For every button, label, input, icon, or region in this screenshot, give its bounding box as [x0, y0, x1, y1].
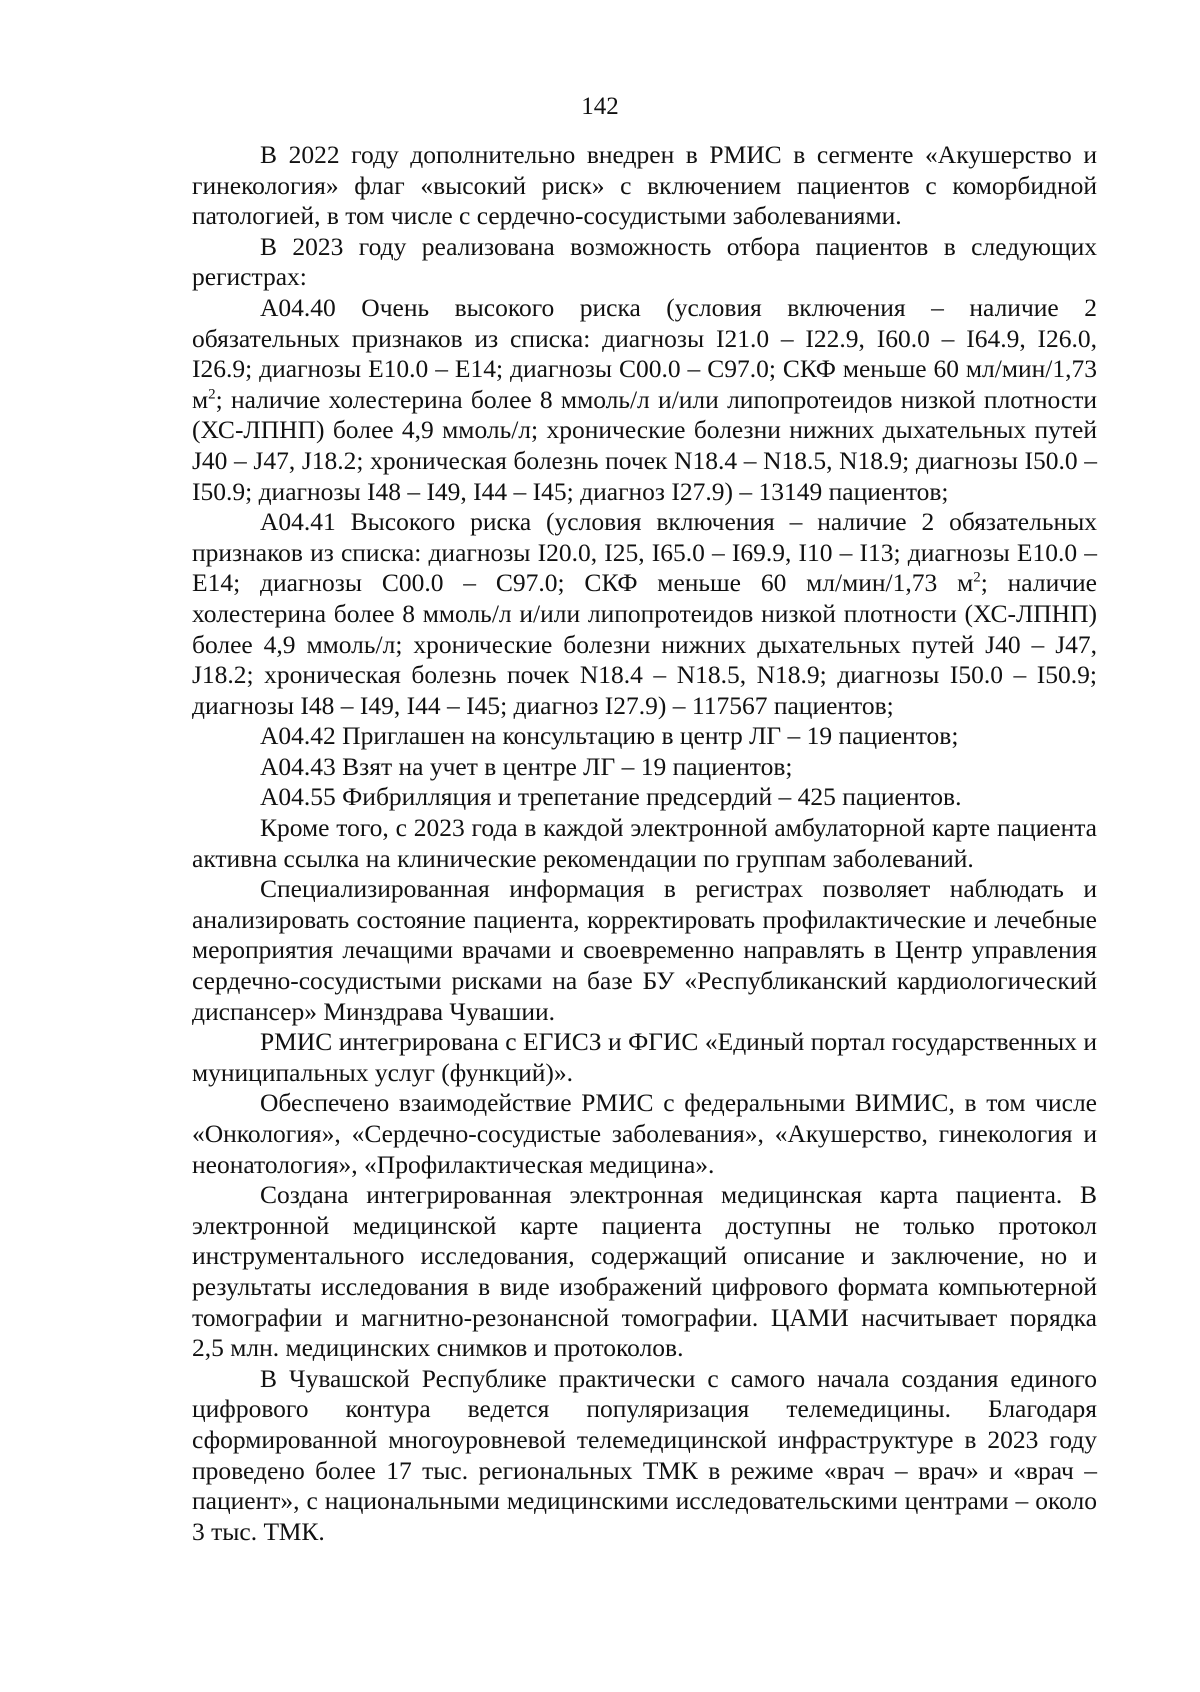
registry-a0440-superscript: 2	[208, 386, 216, 403]
registry-item-a0442: А04.42 Приглашен на консультацию в центр ЛГ – 19 пациентов;	[260, 721, 959, 751]
registry-item-a0441	[192, 507, 1097, 721]
registry-a0441-text-start: А04.41 Высокого риска (условия включения – наличие 2 обязательных признаков из списка: диагнозы I20.0, I25, I65.0 – I69.9, I10 – I13; диагнозы Е10.0 – Е14; диагнозы С00.0 – С97.0; СКФ меньше 60 мл/мин/1,73 м	[192, 507, 1097, 598]
paragraph-vimis-interaction: Обеспечено взаимодействие РМИС с федеральными ВИМИС, в том числе «Онкология», «Сердечно-сосудистые заболевания», «Акушерство, гинекология и неонатология», «Профилактическая медицина».	[192, 1088, 1097, 1179]
paragraph-rmis-integration: РМИС интегрирована с ЕГИСЗ и ФГИС «Единый портал государственных и муниципальных услуг (функций)».	[192, 1027, 1097, 1087]
registry-item-a0443: А04.43 Взят на учет в центре ЛГ – 19 пациентов;	[260, 751, 793, 781]
paragraph-specialized-information: Специализированная информация в регистрах позволяет наблюдать и анализировать состояние пациента, корректировать профилактические и лечебные мероприятия лечащими врачами и своевременно направлять в Центр управления сердечно-сосудистыми рисками на базе БУ «Республиканский кардиологический диспансер» Минздрава Чувашии.	[192, 874, 1097, 1026]
registry-item-a0440	[192, 293, 1097, 507]
paragraph-rmis-2022: В 2022 году дополнительно внедрен в РМИС в сегменте «Акушерство и гинекология» флаг «высокий риск» с включением пациентов с коморбидной патологией, в том числе с сердечно-сосудистыми заболеваниями.	[192, 140, 1097, 231]
registry-a0440-text-start: А04.40 Очень высокого риска (условия включения – наличие 2 обязательных признаков из списка: диагнозы I21.0 – I22.9, I60.0 – I64.9, I26.0, I26.9; диагнозы Е10.0 – Е14; диагнозы С00.0 – С97.0; СКФ меньше 60 мл/мин/1,73 м	[192, 292, 1097, 414]
page-number: 142	[581, 93, 619, 120]
registry-item-a0455: А04.55 Фибрилляция и трепетание предсердий – 425 пациентов.	[260, 782, 962, 812]
registry-a0440-text-end: ; наличие холестерина более 8 ммоль/л и/или липопротеидов низкой плотности (ХС-ЛПНП) более 4,9 ммоль/л; хронические болезни нижних дыхательных путей J40 – J47, J18.2; хроническая болезнь почек N18.4 – N18.5, N18.9; диагнозы I50.0 – I50.9; диагнозы I48 – I49, I44 – I45; диагноз I27.9) – 13149 пациентов;	[192, 384, 1097, 506]
document-body	[192, 140, 1097, 1547]
paragraph-telemedicine: В Чувашской Республике практически с самого начала создания единого цифрового контура ведется популяризация телемедицины. Благодаря сформированной многоуровневой телемедицинской инфраструктуре в 2023 году проведено более 17 тыс. региональных ТМК в режиме «врач – врач» и «врач – пациент», с национальными медицинскими исследовательскими центрами – около 3 тыс. ТМК.	[192, 1363, 1097, 1546]
registry-a0441-text-end: ; наличие холестерина более 8 ммоль/л и/или липопротеидов низкой плотности (ХС-ЛПНП) более 4,9 ммоль/л; хронические болезни нижних дыхательных путей J40 – J47, J18.2; хроническая болезнь почек N18.4 – N18.5, N18.9; диагнозы I50.0 – I50.9; диагнозы I48 – I49, I44 – I45; диагноз I27.9) – 117567 пациентов;	[192, 568, 1098, 720]
registry-a0441-superscript: 2	[973, 569, 981, 586]
paragraph-electronic-medical-record: Создана интегрированная электронная медицинская карта пациента. В электронной медицинской карте пациента доступны не только протокол инструментального исследования, содержащий описание и заключение, но и результаты исследования в виде изображений цифрового формата компьютерной томографии и магнитно-резонансной томографии. ЦАМИ насчитывает порядка 2,5 млн. медицинских снимков и протоколов.	[192, 1180, 1097, 1363]
paragraph-registries-intro: В 2023 году реализована возможность отбора пациентов в следующих регистрах:	[192, 231, 1097, 292]
paragraph-clinical-recommendations: Кроме того, с 2023 года в каждой электронной амбулаторной карте пациента активна ссылка на клинические рекомендации по группам заболеваний.	[192, 813, 1097, 873]
